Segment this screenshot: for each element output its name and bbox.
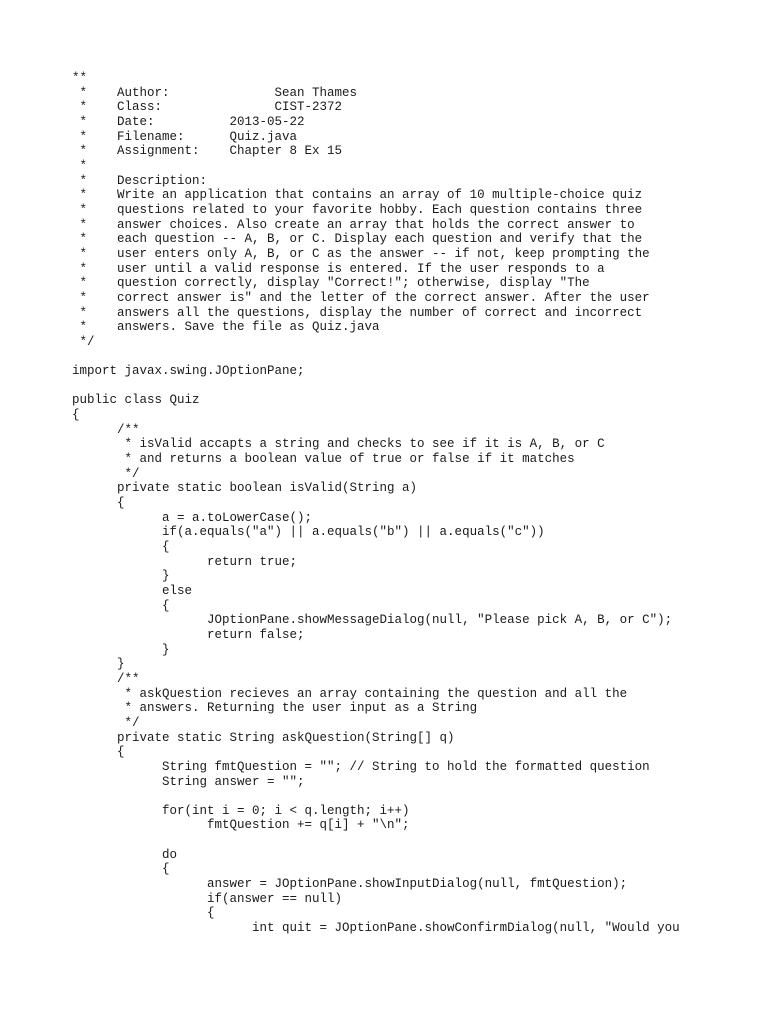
code-line: * and returns a boolean value of true or false if it matches (72, 452, 575, 467)
code-line: * questions related to your favorite hobby. Each question contains three (72, 202, 643, 217)
code-line: return true; (72, 554, 298, 569)
code-line (72, 349, 762, 364)
code-line: } (72, 657, 125, 672)
code-line: * answers all the questions, display the number of correct and incorrect (72, 305, 643, 320)
code-line: { (72, 598, 170, 613)
code-line: private static String askQuestion(String[] q) (72, 730, 455, 745)
code-line: { (72, 408, 80, 423)
code-line: } (72, 642, 170, 657)
code-line: int quit = JOptionPane.showConfirmDialog(null, "Would you (72, 921, 680, 936)
code-line: { (72, 906, 215, 921)
code-line (72, 379, 762, 394)
code-line: * each question -- A, B, or C. Display each question and verify that the (72, 232, 643, 247)
code-line: */ (72, 466, 140, 481)
code-line: * Assignment: Chapter 8 Ex 15 (72, 144, 343, 159)
code-line: */ (72, 334, 95, 349)
code-line: * Class: CIST-2372 (72, 100, 343, 115)
code-line: * answers. Returning the user input as a String (72, 701, 478, 716)
code-line: String fmtQuestion = ""; // String to hold the formatted question (72, 759, 650, 774)
code-line: * Author: Sean Thames (72, 85, 358, 100)
code-line: * Description: (72, 173, 208, 188)
code-line: JOptionPane.showMessageDialog(null, "Please pick A, B, or C"); (72, 613, 673, 628)
code-line: * user until a valid response is entered. If the user responds to a (72, 261, 605, 276)
code-line: { (72, 540, 170, 554)
code-line: answer = JOptionPane.showInputDialog(null, fmtQuestion); (72, 877, 628, 892)
code-line: } (72, 569, 170, 584)
code-line: { (72, 496, 125, 511)
code-line: */ (72, 715, 140, 730)
code-line (72, 833, 762, 848)
code-line: { (72, 862, 170, 877)
code-line: return false; (72, 627, 305, 642)
code-line: if(a.equals("a") || a.equals("b") || a.equals("c")) (72, 525, 545, 540)
code-line: private static boolean isValid(String a) (72, 481, 418, 496)
code-line: * user enters only A, B, or C as the answer -- if not, keep prompting the (72, 246, 650, 261)
code-line: * answers. Save the file as Quiz.java (72, 320, 380, 335)
code-line: * askQuestion recieves an array containing the question and all the (72, 686, 628, 701)
code-line: * Filename: Quiz.java (72, 129, 298, 144)
code-line: * question correctly, display "Correct!"; otherwise, display "The (72, 276, 590, 291)
code-line: * isValid accapts a string and checks to see if it is A, B, or C (72, 437, 605, 452)
code-line: a = a.toLowerCase(); (72, 510, 313, 525)
code-line: fmtQuestion += q[i] + "\n"; (72, 818, 410, 833)
source-code-listing (72, 71, 762, 936)
code-line: do (72, 847, 178, 862)
code-line: { (72, 745, 125, 760)
code-line: /** (72, 422, 140, 437)
code-line: else (72, 583, 193, 598)
code-line: * correct answer is" and the letter of the correct answer. After the user (72, 290, 650, 305)
code-line: String answer = ""; (72, 774, 305, 789)
code-line: * (72, 158, 88, 173)
code-line: for(int i = 0; i < q.length; i++) (72, 803, 410, 818)
code-line (72, 789, 762, 804)
code-line: * answer choices. Also create an array that holds the correct answer to (72, 217, 635, 232)
code-line: public class Quiz (72, 393, 200, 408)
code-line: import javax.swing.JOptionPane; (72, 364, 305, 379)
code-line: * Date: 2013-05-22 (72, 114, 305, 129)
code-line: if(answer == null) (72, 891, 343, 906)
code-line: ** (72, 71, 88, 85)
code-line: * Write an application that contains an array of 10 multiple-choice quiz (72, 188, 643, 203)
code-line: /** (72, 671, 140, 686)
